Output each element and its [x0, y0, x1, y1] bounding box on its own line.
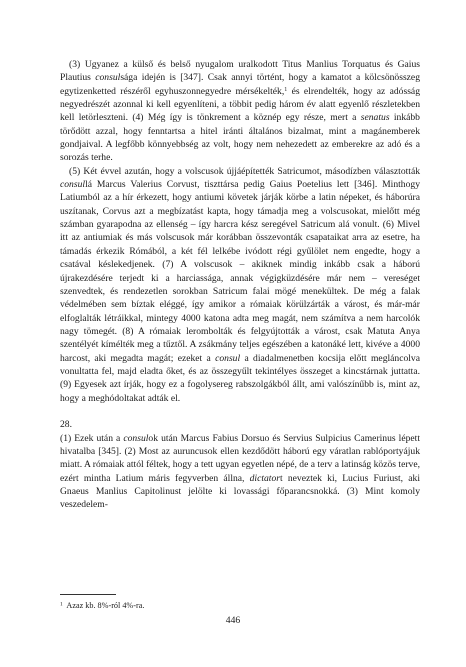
- footnote-marker: 1: [60, 601, 63, 608]
- paragraph: (1) Ezek után a consulok után Marcus Fabius Dorsuo és Servius Sulpicius Camerinus lépett hivatalba [345]. (2) Most az auruncusok ellen kezdődött háború egy váratlan rablóportyájuk miatt. A rómaiak attól féltek, hogy a tett ugyan egyetlen népé, de a terv a latinság közös terve, ezért mintha Latium máris fegyverben állna, dictatort neveztek ki, Lucius Furiust, aki Gnaeus Manlius Capitolinust jelölte ki lovassági főparancsnokká. (3) Mint komoly veszedelem-: [60, 432, 420, 511]
- italic-term: dictator: [249, 472, 281, 484]
- footnote-reference: 1: [284, 86, 288, 93]
- footnote: [60, 600, 420, 611]
- italic-term: consul: [95, 72, 121, 84]
- main-text-block: [60, 58, 420, 512]
- paragraph: (5) Két évvel azután, hogy a volscusok újjáépítették Satricumot, másodízben választották consullá Marcus Valerius Corvust, tiszttársa pedig Gaius Poetelius lett [346]. Minthogy Latiumból az a hír érkezett, hogy antiumi követek járják körbe a latin népeket, és háborúra uszítanak, Corvus azt a megbízatást kapta, hogy támadja meg a volscusokat, mielőtt még számban gyarapodna az ellenség – így harcra kész seregével Satricum alá vonult. (6) Mivel itt az antiumiak és más volscusok már korábban összevonták csapataikat arra az esetre, ha támadás érkezik Rómából, a két fél lelkébe ivódott régi gyűlölet nem engedte, hogy a csatával késlekedjenek. (7) A volscusok – akiknek mindig inkább csak a háború újrakezdésére terjedt ki a harciassága, annak végigküzdésére már nem – vereséget szenvedtek, és rendezetlen sorokban Satricum falai mögé menekültek. De még a falak védelmében sem bíztak eléggé, így amikor a rómaiak körülzárták a várost, és már-már elfoglalták létráikkal, mintegy 4000 katona adta meg magát, nem számítva a nem harcolók nagy tömegét. (8) A rómaiak lerombolták és felgyújtották a várost, csak Matuta Anya szentélyét kímélték meg a tűztől. A zsákmány teljes egészében a katonáké lett, kivéve a 4000 harcost, aki megadta magát; ezeket a consul a diadalmenetben kocsija előtt megláncolva vonultatta fel, majd eladta őket, és az összegyűlt tekintélyes összeget a kincstárnak juttatta. (9) Egyesek azt írják, hogy ez a fogolysereg rabszolgákból állt, ami valószínűbb is, mint az, hogy a meghódoltakat adták el.: [60, 165, 420, 404]
- italic-term: consul: [215, 352, 241, 364]
- italic-term: senatus: [360, 112, 390, 124]
- page-number: 446: [225, 615, 241, 626]
- footnote-text: Azaz kb. 8%-ról 4%-ra.: [66, 601, 145, 610]
- footnote-divider: [60, 594, 116, 595]
- chapter-number: 28.: [60, 419, 72, 431]
- paragraph: (3) Ugyanez a külső és belső nyugalom uralkodott Titus Manlius Torquatus és Gaius Plautius consulsága idején is [347]. Csak annyi történt, hogy a kamatot a kölcsönösszeg egytizenketted részéről egyhuszonnegyedre mérsékelték,$^1$ és elrendelték, hogy az adósság negyedrészét azonnal ki kell egyenlíteni, a többit pedig három év alatt egyenlő részletekben kell letörleszteni. (4) Még így is tönkrement a köznép egy része, mert a senatus inkább törődött azzal, hogy fenntartsa a hitel iránti általános bizalmat, mint a magánemberek gondjaival. A legfőbb könnyebbség az volt, hogy nem nehezedett az emberekre az adó és a sorozás terhe.: [60, 59, 420, 164]
- italic-term: consul: [60, 179, 86, 191]
- italic-term: consul: [123, 432, 149, 444]
